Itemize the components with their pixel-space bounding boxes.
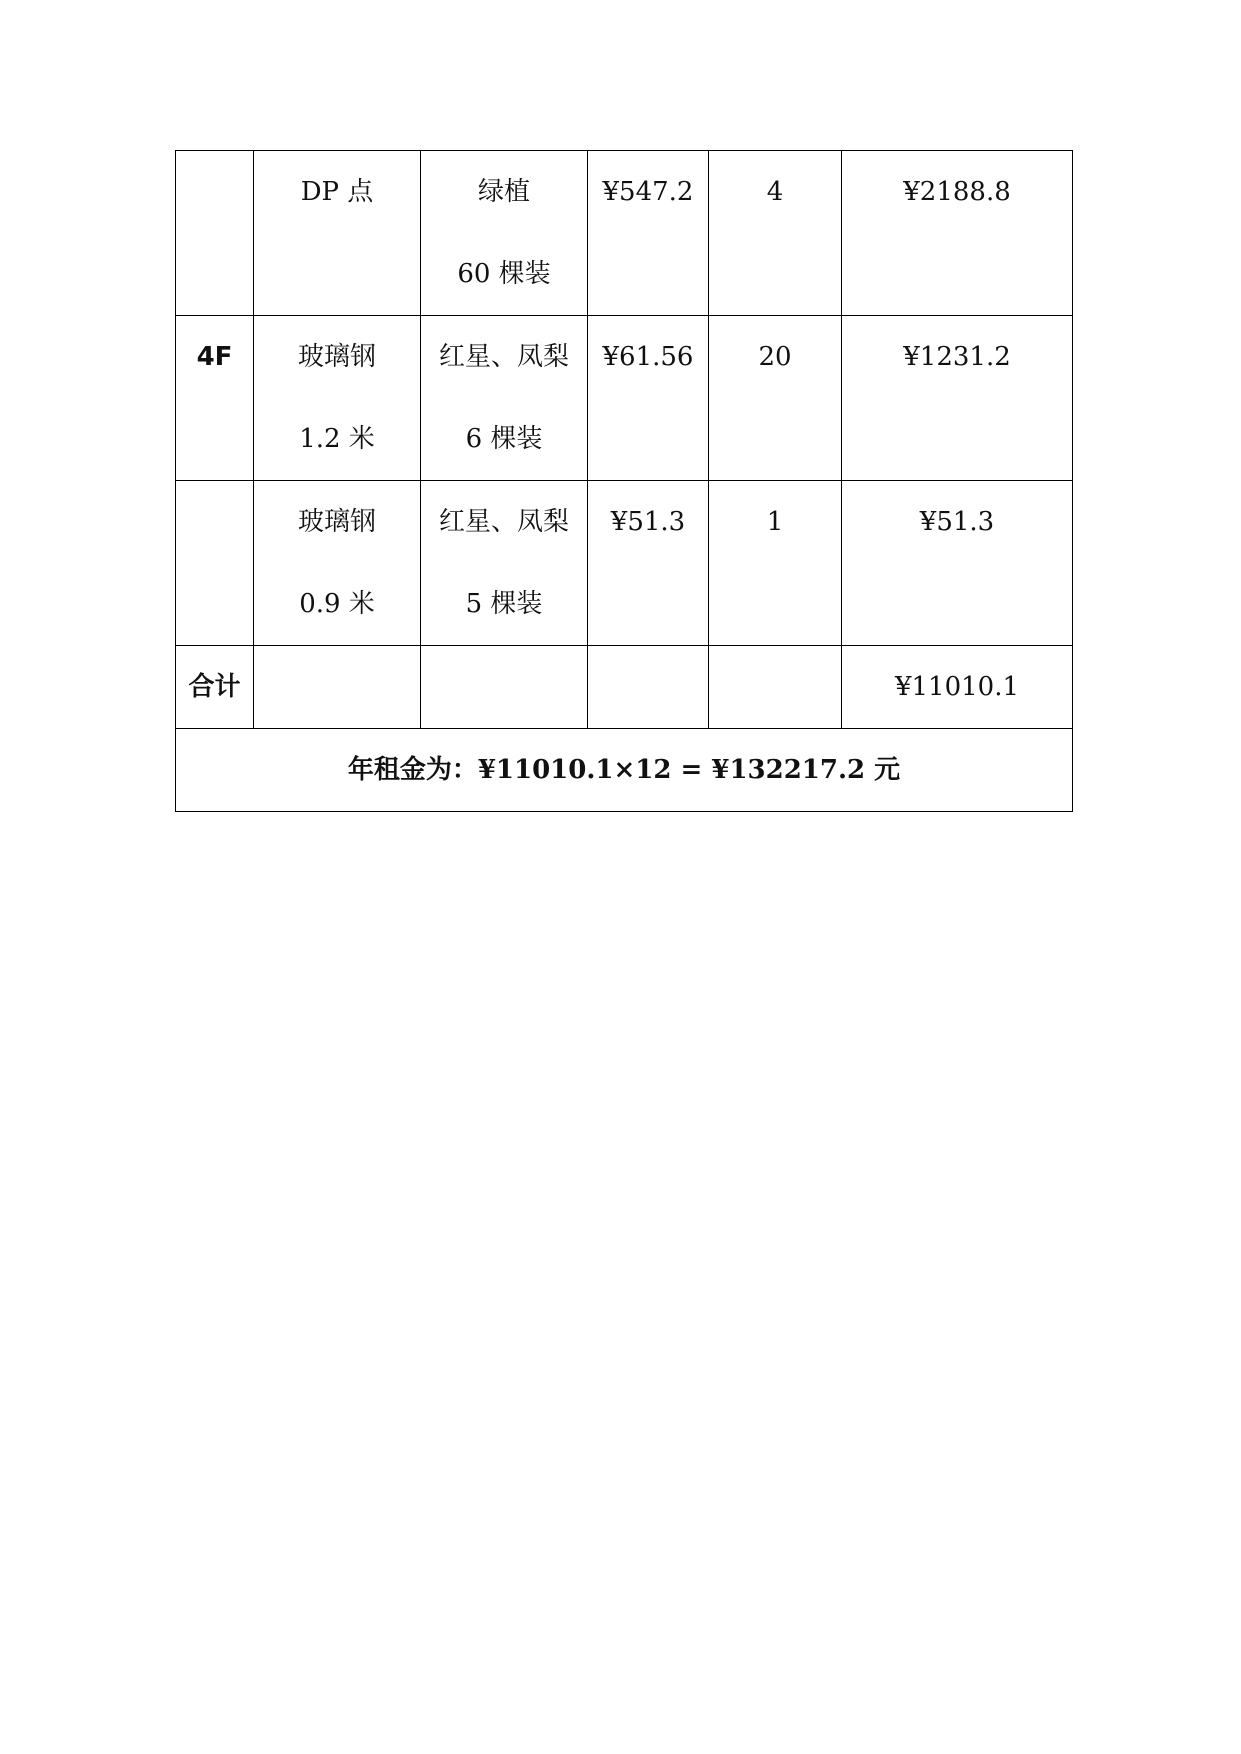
plants-cell: 红星、凤梨 6 棵装: [421, 316, 588, 481]
empty-cell: [709, 646, 842, 729]
plants-cell: 绿植 60 棵装: [421, 151, 588, 316]
quantity-cell: 1: [709, 481, 842, 646]
rental-table: [175, 150, 1073, 812]
table-row: [176, 316, 1073, 481]
unit-price-cell: ¥51.3: [588, 481, 709, 646]
location-cell: DP 点: [254, 151, 421, 316]
quantity-cell: 4: [709, 151, 842, 316]
subtotal-cell: ¥1231.2: [842, 316, 1073, 481]
empty-cell: [588, 646, 709, 729]
total-amount: ¥11010.1: [842, 646, 1073, 729]
empty-cell: [254, 646, 421, 729]
unit-price-cell: ¥61.56: [588, 316, 709, 481]
plants-cell: 红星、凤梨 5 棵装: [421, 481, 588, 646]
annual-rent-text: 年租金为：¥11010.1×12 = ¥132217.2 元: [176, 729, 1073, 812]
total-row: [176, 646, 1073, 729]
total-label: 合计: [176, 646, 254, 729]
empty-cell: [421, 646, 588, 729]
annual-rent-row: [176, 729, 1073, 812]
subtotal-cell: ¥2188.8: [842, 151, 1073, 316]
location-cell: 玻璃钢 0.9 米: [254, 481, 421, 646]
subtotal-cell: ¥51.3: [842, 481, 1073, 646]
floor-cell: [176, 481, 254, 646]
location-cell: 玻璃钢 1.2 米: [254, 316, 421, 481]
table-row: [176, 151, 1073, 316]
table-row: [176, 481, 1073, 646]
quantity-cell: 20: [709, 316, 842, 481]
floor-cell: 4F: [176, 316, 254, 481]
floor-cell: [176, 151, 254, 316]
unit-price-cell: ¥547.2: [588, 151, 709, 316]
